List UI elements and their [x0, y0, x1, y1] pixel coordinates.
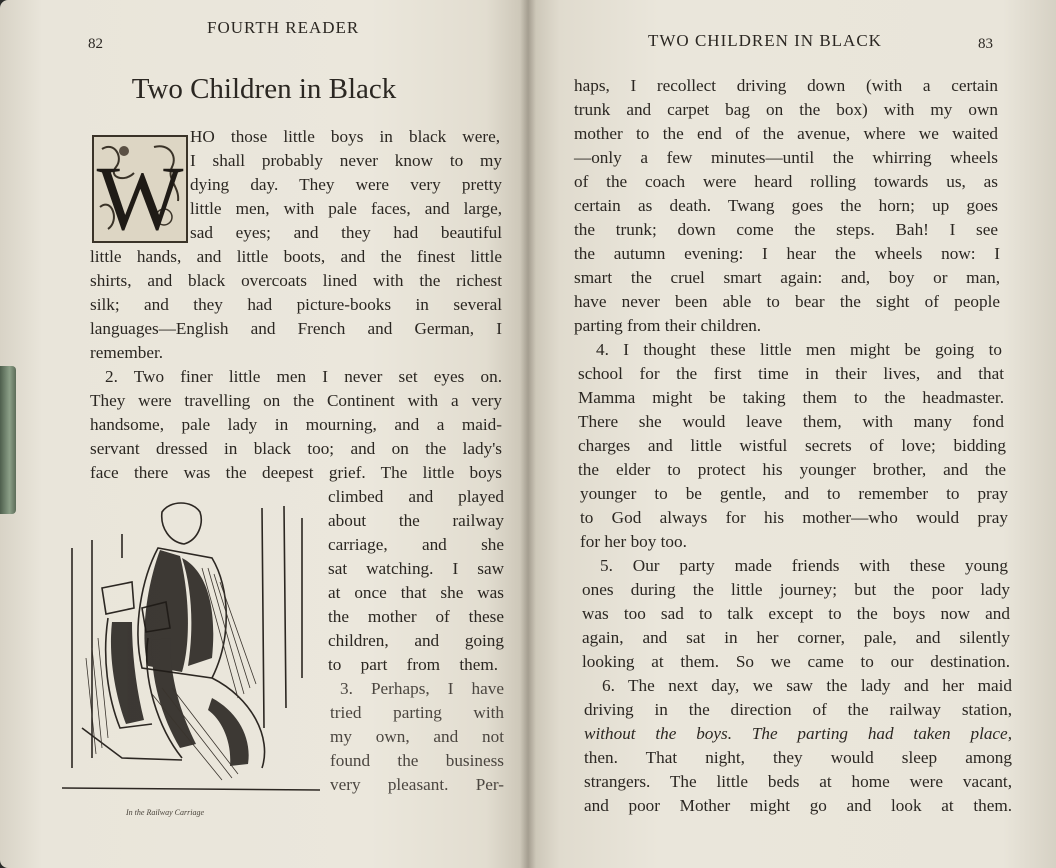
text-line: about the railway — [328, 511, 504, 530]
left-running-head: FOURTH READER — [207, 18, 360, 37]
text-line: of the coach were heard rolling towards us, as — [574, 172, 998, 191]
text-line: shirts, and black overcoats lined with the richest — [90, 271, 502, 290]
railway-carriage-illustration — [62, 498, 320, 798]
text-line: Mamma might be taking them to the headmaster. — [578, 388, 1004, 407]
text-line: HO those little boys in black were, — [190, 127, 500, 146]
text-line: I shall probably never know to my — [190, 151, 502, 170]
text-line: silk; and they had picture-books in several — [90, 295, 502, 314]
text-line: haps, I recollect driving down (with a certain — [574, 76, 998, 95]
text-line: children, and going — [328, 631, 504, 650]
text-line: dying day. They were very pretty — [190, 175, 502, 194]
text-line: face there was the deepest grief. The little boys — [90, 463, 502, 482]
text-line: trunk and carpet bag on the box) with my own — [574, 100, 998, 119]
text-line: at once that she was — [328, 583, 504, 602]
text-line: the autumn evening: I hear the wheels now: I — [574, 244, 1000, 263]
text-line: again, and sat in her corner, pale, and silently — [582, 628, 1010, 647]
book-gutter — [520, 0, 536, 868]
text-line: the mother of these — [328, 607, 504, 626]
text-line: —only a few minutes—until the whirring wheels — [574, 148, 998, 167]
text-line: the elder to protect his younger brother, and the — [578, 460, 1006, 479]
text-line: sad eyes; and they had beautiful — [190, 223, 502, 242]
left-page-number: 82 — [88, 36, 103, 52]
text-line: looking at them. So we came to our destination. — [582, 652, 1010, 671]
text-line: without the boys. The parting had taken place, — [584, 724, 1012, 743]
text-line: younger to be gentle, and to remember to pray — [580, 484, 1008, 503]
text-line: sat watching. I saw — [328, 559, 504, 578]
text-line: parting from their children. — [574, 316, 762, 335]
text-line: smart the cruel smart again: and, boy or man, — [574, 268, 1000, 287]
text-line: 6. The next day, we saw the lady and her maid — [602, 676, 1012, 695]
text-line: then. That night, they would sleep among — [584, 748, 1012, 767]
text-line: school for the first time in their lives, and that — [578, 364, 1004, 383]
text-line: to God always for his mother—who would pray — [580, 508, 1008, 527]
text-line: There she would leave them, with many fond — [578, 412, 1004, 431]
text-line: certain as death. Twang goes the horn; up goes — [574, 196, 998, 215]
text-line: mother to the end of the avenue, where we waited — [574, 124, 998, 143]
text-line: charges and little wistful secrets of love; bidding — [578, 436, 1006, 455]
text-line: found the business — [330, 751, 504, 770]
text-line: the trunk; down come the steps. Bah! I see — [574, 220, 998, 239]
text-line: 2. Two finer little men I never set eyes on. — [105, 367, 502, 386]
text-line: carriage, and she — [328, 535, 504, 554]
text-line: remember. — [90, 343, 164, 362]
text-line: little hands, and little boots, and the finest little — [90, 247, 502, 266]
drop-cap — [92, 135, 188, 243]
text-line: was too sad to talk except to the boys now and — [582, 604, 1010, 623]
illustration-caption: In the Railway Carriage — [126, 808, 204, 817]
text-line: little men, with pale faces, and large, — [190, 199, 502, 218]
text-line: driving in the direction of the railway station, — [584, 700, 1012, 719]
page-clip — [0, 366, 16, 514]
text-line: handsome, pale lady in mourning, and a maid- — [90, 415, 502, 434]
text-line: languages—English and French and German, I — [90, 319, 502, 338]
text-line: to part from them. — [328, 655, 498, 674]
text-line: 4. I thought these little men might be going to — [596, 340, 1002, 359]
text-line: ones during the little journey; but the poor lady — [582, 580, 1010, 599]
text-line: my own, and not — [330, 727, 504, 746]
right-page — [528, 0, 1056, 868]
text-line: for her boy too. — [580, 532, 687, 551]
chapter-title: Two Children in Black — [131, 73, 397, 105]
text-line: climbed and played — [328, 487, 504, 506]
text-line: and poor Mother might go and look at them. — [584, 796, 1012, 815]
text-line: very pleasant. Per- — [330, 775, 504, 794]
svg-text:W: W — [96, 147, 184, 241]
right-running-head: TWO CHILDREN IN BLACK — [648, 31, 882, 50]
drop-cap-ornament-icon — [94, 137, 186, 241]
text-line: servant dressed in black too; and on the lady's — [90, 439, 502, 458]
text-line: tried parting with — [330, 703, 504, 722]
text-line: have never been able to bear the sight of people — [574, 292, 1000, 311]
right-page-number: 83 — [978, 36, 993, 52]
text-line: 5. Our party made friends with these young — [600, 556, 1008, 575]
text-line: They were travelling on the Continent with a very — [90, 391, 502, 410]
text-line: strangers. The little beds at home were vacant, — [584, 772, 1012, 791]
text-line: 3. Perhaps, I have — [340, 679, 504, 698]
